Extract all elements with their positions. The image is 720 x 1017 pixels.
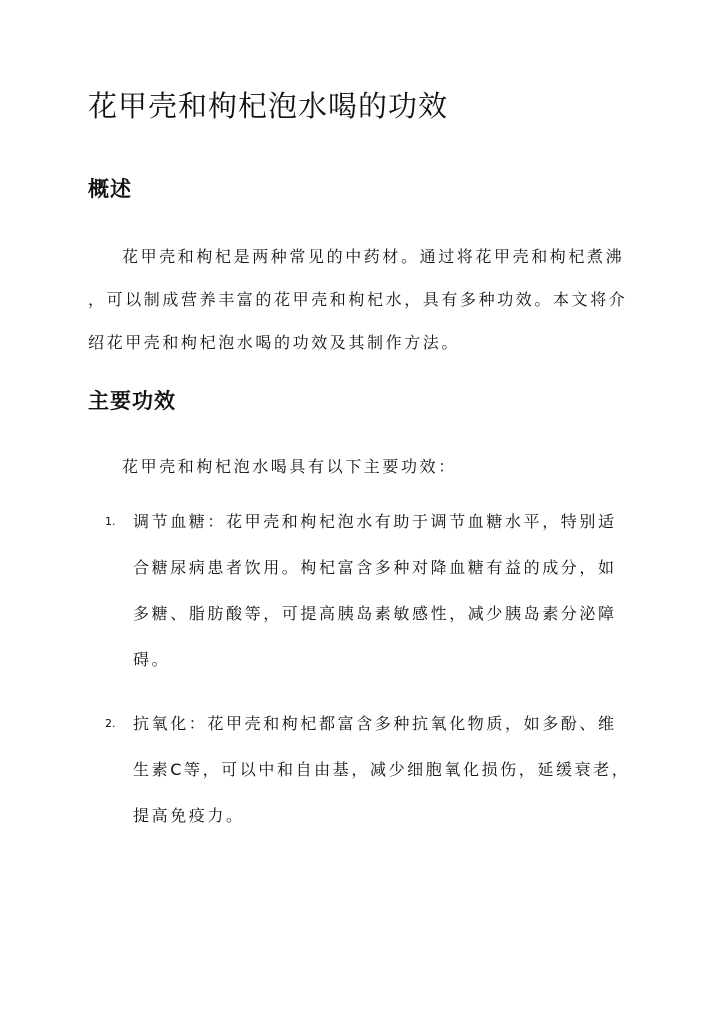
list-item-line: 生素C等，可以中和自由基，减少细胞氧化损伤，延缓衰老， bbox=[133, 760, 631, 779]
list-item-line: 调节血糖：花甲壳和枸杞泡水有助于调节血糖水平，特别适 bbox=[133, 512, 617, 531]
overview-paragraph bbox=[88, 235, 636, 364]
lead-line: 花甲壳和枸杞泡水喝具有以下主要功效： bbox=[122, 457, 457, 476]
overview-line: 绍花甲壳和枸杞泡水喝的功效及其制作方法。 bbox=[88, 333, 461, 352]
list-item-line: 碍。 bbox=[133, 650, 171, 669]
effects-list bbox=[105, 499, 635, 857]
overview-line: 花甲壳和枸杞是两种常见的中药材。通过将花甲壳和枸杞煮沸 bbox=[122, 247, 625, 266]
section-heading-main-effects: 主要功效 bbox=[88, 389, 176, 413]
document-title: 花甲壳和枸杞泡水喝的功效 bbox=[88, 89, 449, 123]
list-item-text bbox=[133, 499, 635, 683]
list-item-line: 合糖尿病患者饮用。枸杞富含多种对降血糖有益的成分，如 bbox=[133, 558, 617, 577]
overview-line: ，可以制成营养丰富的花甲壳和枸杞水，具有多种功效。本文将介 bbox=[88, 290, 628, 309]
list-item bbox=[105, 499, 635, 683]
list-item bbox=[105, 701, 635, 839]
list-item-line: 提高免疫力。 bbox=[133, 806, 245, 825]
list-item-line: 抗氧化：花甲壳和枸杞都富含多种抗氧化物质，如多酚、维 bbox=[133, 714, 617, 733]
main-effects-lead bbox=[88, 445, 636, 488]
list-item-number: 2. bbox=[105, 717, 116, 730]
list-item-line: 多糖、脂肪酸等，可提高胰岛素敏感性，减少胰岛素分泌障 bbox=[133, 604, 617, 623]
section-heading-overview: 概述 bbox=[88, 177, 132, 201]
list-item-number: 1. bbox=[105, 515, 116, 528]
list-item-text bbox=[133, 701, 635, 839]
